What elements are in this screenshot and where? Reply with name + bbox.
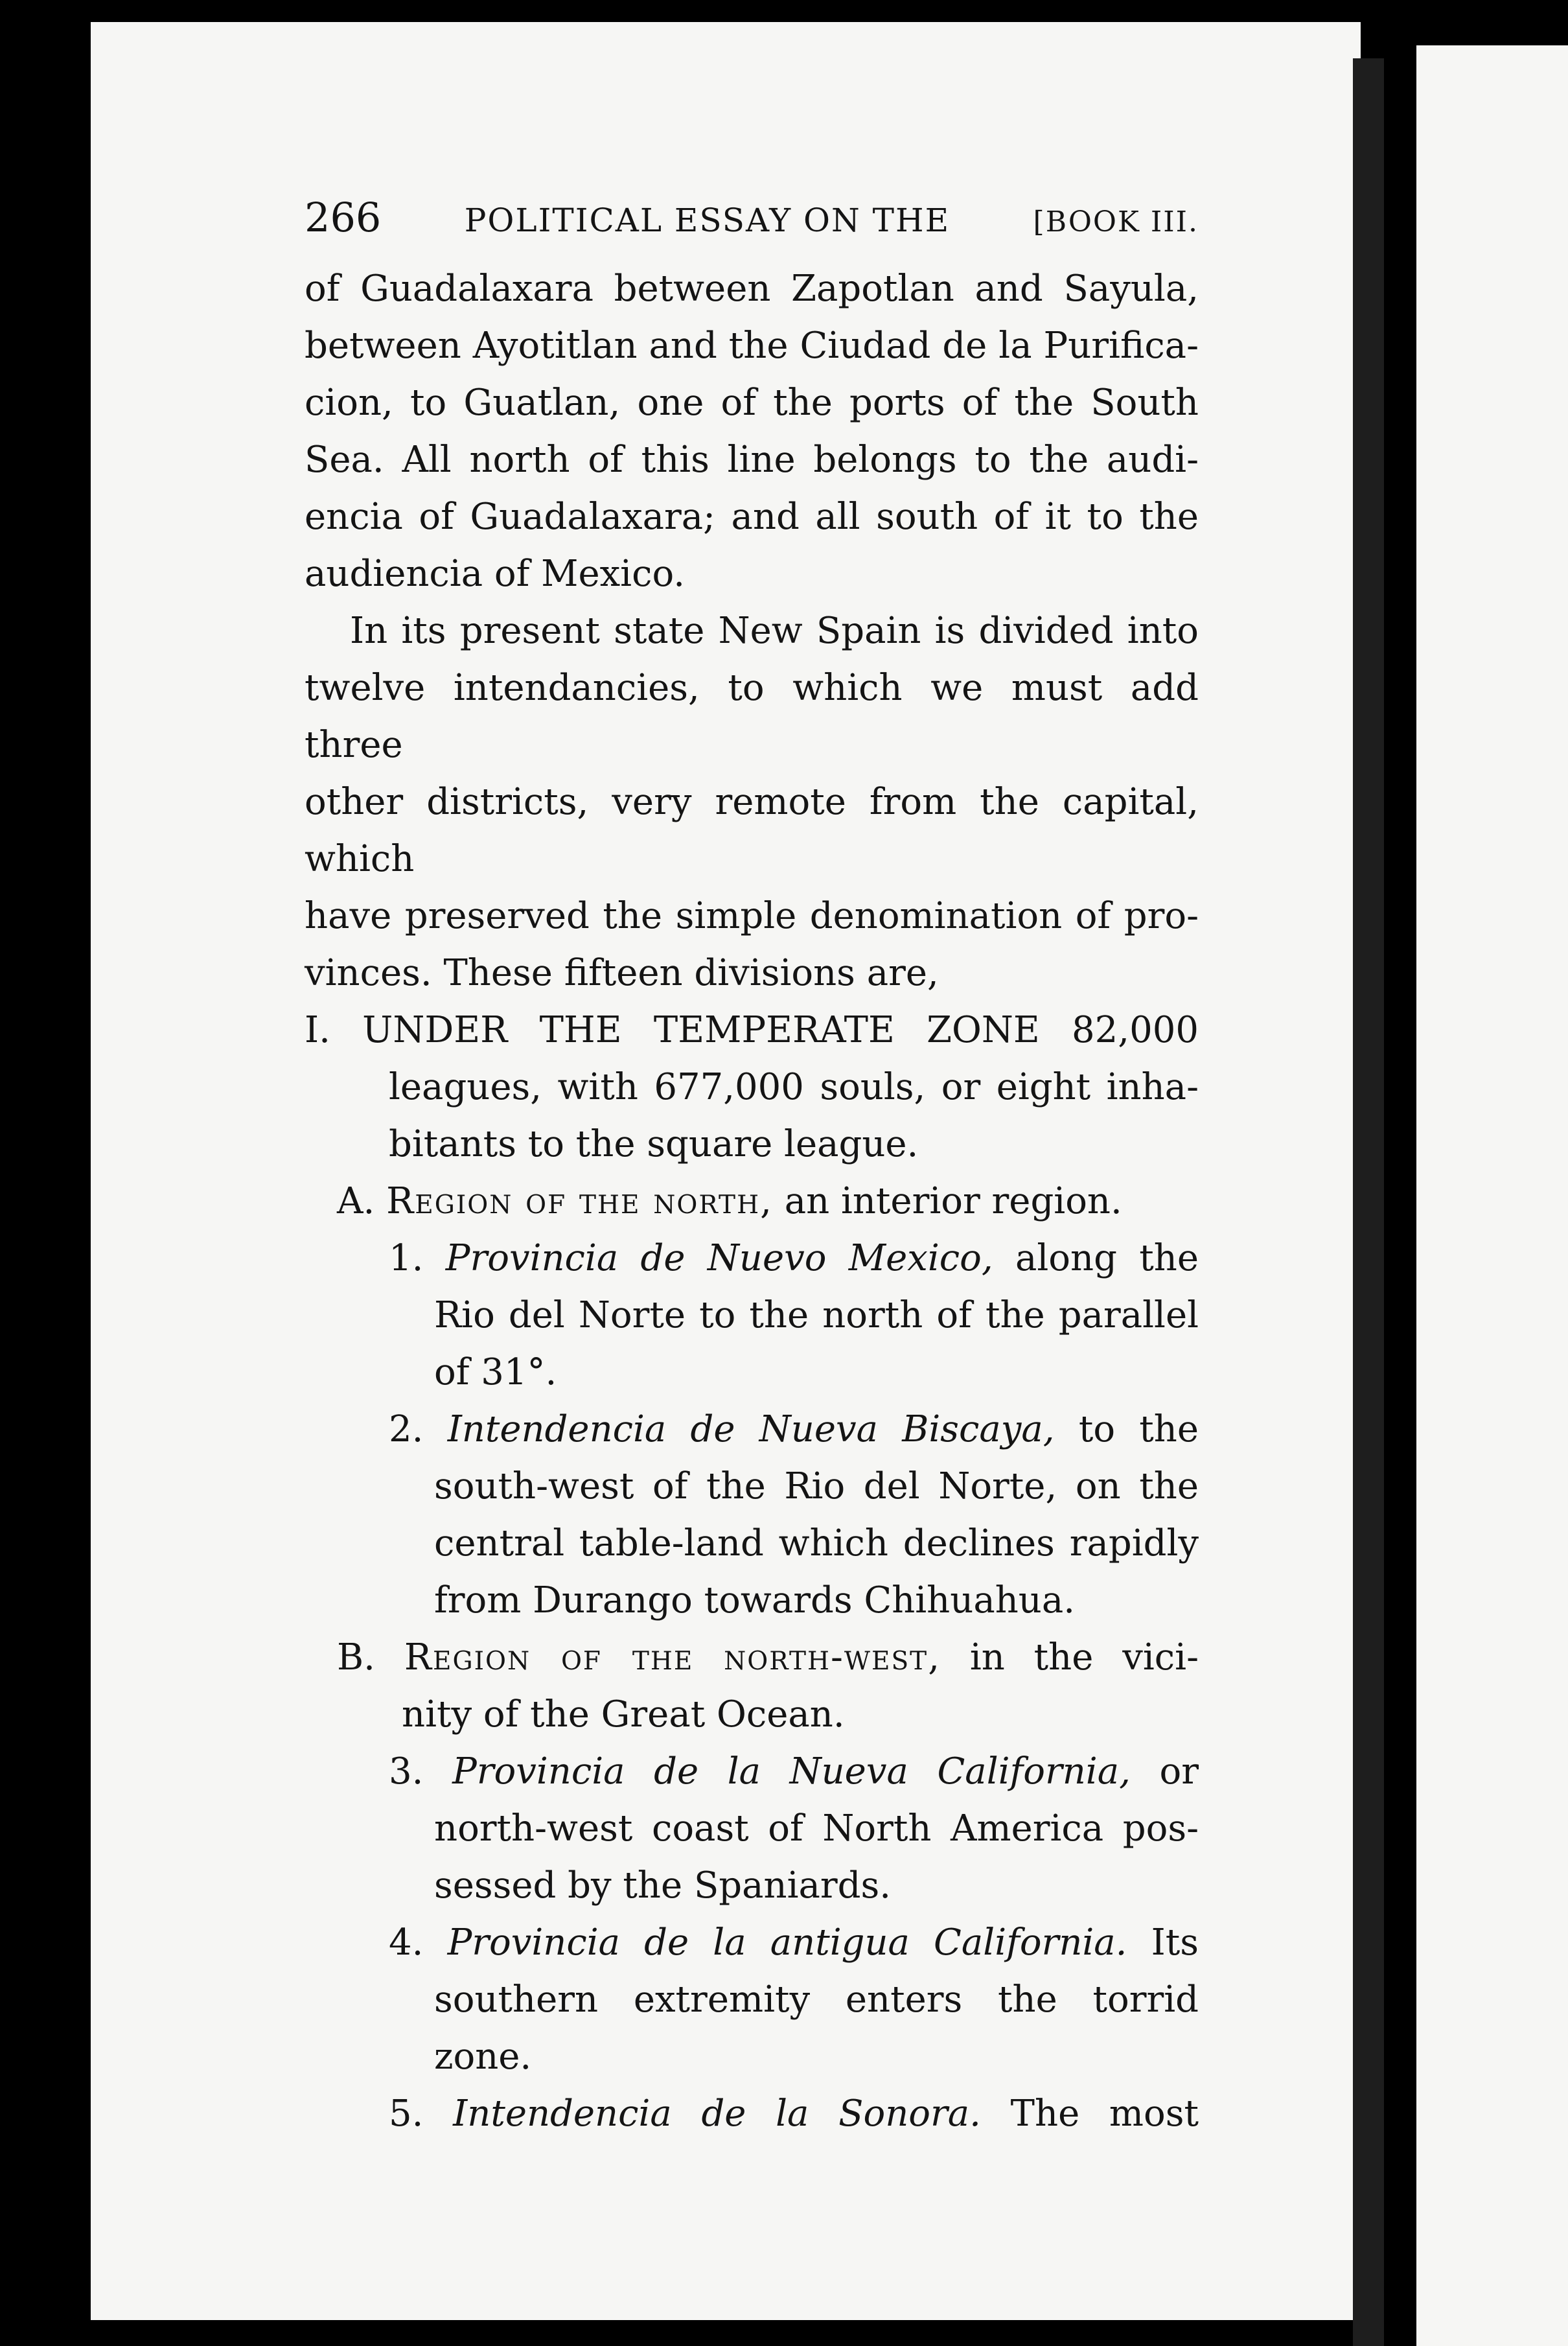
text-line (337, 1629, 1199, 1686)
page-number: 266 (305, 194, 382, 241)
text-line (389, 1914, 1199, 1971)
text-line: cion, to Guatlan, one of the ports of the South (305, 382, 1199, 424)
text-line: bitants to the square league. (389, 1123, 919, 1165)
text-line: of Guadalaxara between Zapotlan and Sayula, (305, 268, 1199, 310)
item-number: 4. (389, 1922, 424, 1964)
item-rest: Its (1127, 1922, 1199, 1964)
text-line (389, 1743, 1199, 1800)
item-number: 3. (389, 1750, 424, 1793)
item-number: 5. (389, 2093, 424, 2135)
text-line: other districts, very remote from the capital, which (305, 781, 1199, 880)
text-line: Rio del Norte to the north of the parallel (434, 1294, 1199, 1336)
text-line: audiencia of Mexico. (305, 553, 685, 595)
text-line: encia of Guadalaxara; and all south of it to the (305, 496, 1199, 538)
text-line (389, 1230, 1199, 1287)
text-line: south-west of the Rio del Norte, on the (434, 1465, 1199, 1507)
region-b (305, 1629, 1199, 1743)
text-line: vinces. These fifteen divisions are, (305, 952, 939, 994)
division-name: Provincia de la antigua California. (447, 1922, 1127, 1964)
zone-heading (305, 1002, 1199, 1173)
item-rest: or (1130, 1750, 1199, 1793)
region-rest: an interior region. (772, 1180, 1122, 1222)
division-item-1 (305, 1230, 1199, 1401)
region-title: Region of the north-west, (404, 1636, 941, 1678)
page-gutter (1353, 58, 1384, 2346)
running-title: POLITICAL ESSAY ON THE (464, 202, 951, 239)
text-line: twelve intendancies, to which we must add three (305, 667, 1199, 766)
text-line (389, 2085, 1199, 2143)
item-number: 1. (389, 1237, 424, 1279)
paragraph-1 (305, 261, 1199, 603)
division-item-3 (305, 1743, 1199, 1914)
division-item-2 (305, 1401, 1199, 1629)
text-line (337, 1173, 1199, 1230)
paragraph-2 (305, 603, 1199, 1002)
text-line: central table-land which declines rapidly (434, 1522, 1199, 1564)
text-line: In its present state New Spain is divided into (350, 610, 1199, 652)
text-line: of 31°. (434, 1351, 557, 1393)
item-rest: The most (980, 2093, 1199, 2135)
division-item-4 (305, 1914, 1199, 2085)
text-line: I. UNDER THE TEMPERATE ZONE 82,000 (305, 1009, 1199, 1051)
page-text (305, 189, 1199, 2143)
page-header (305, 189, 1199, 261)
text-line (389, 1401, 1199, 1458)
book-reference: [BOOK III. (1033, 205, 1199, 238)
text-line: between Ayotitlan and the Ciudad de la Purifica- (305, 325, 1199, 367)
region-letter: A. (337, 1180, 375, 1222)
text-line: Sea. All north of this line belongs to the audi- (305, 439, 1199, 481)
text-line: north-west coast of North America pos- (434, 1807, 1199, 1850)
division-name: Intendencia de Nueva Biscaya, (447, 1408, 1055, 1450)
region-title: Region of the north, (386, 1180, 773, 1222)
text-line: nity of the Great Ocean. (402, 1693, 845, 1736)
item-rest: along the (993, 1237, 1199, 1279)
region-a (305, 1173, 1199, 1230)
text-line: southern extremity enters the torrid zone. (434, 1979, 1199, 2078)
adjacent-page-edge (1416, 45, 1568, 2346)
text-line: from Durango towards Chihuahua. (434, 1579, 1076, 1621)
text-line: sessed by the Spaniards. (434, 1864, 892, 1907)
division-name: Intendencia de la Sonora. (453, 2093, 981, 2135)
division-name: Provincia de la Nueva California, (452, 1750, 1131, 1793)
item-number: 2. (389, 1408, 424, 1450)
region-rest: in the vici- (941, 1636, 1199, 1678)
region-letter: B. (337, 1636, 375, 1678)
division-name: Provincia de Nuevo Mexico, (445, 1237, 993, 1279)
text-line: have preserved the simple denomination of pro- (305, 895, 1199, 937)
division-item-5 (305, 2085, 1199, 2143)
text-line: leagues, with 677,000 souls, or eight inha- (389, 1066, 1199, 1108)
item-rest: to the (1054, 1408, 1199, 1450)
